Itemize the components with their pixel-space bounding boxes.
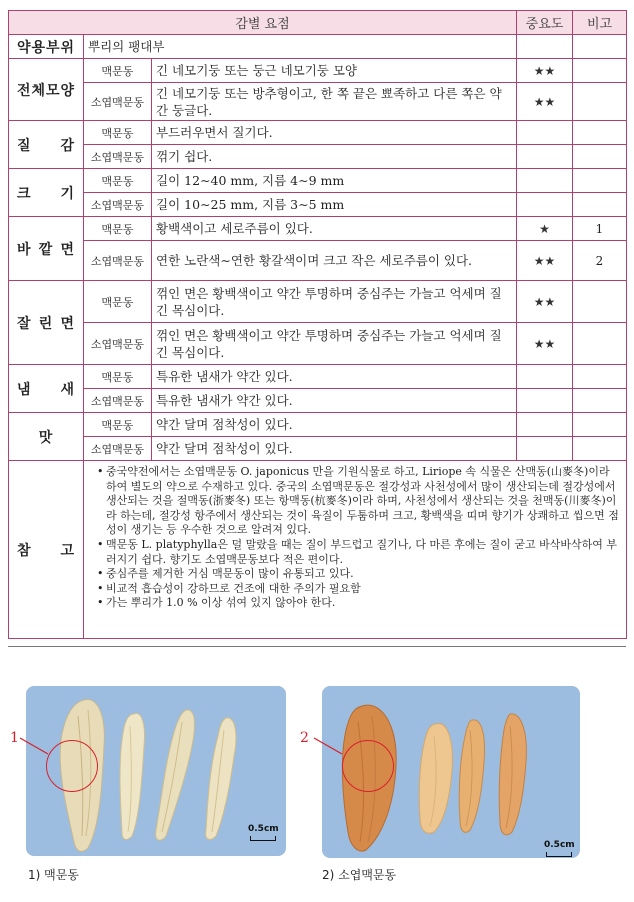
importance-stars xyxy=(517,389,573,413)
plant-name: 소엽맥문동 xyxy=(84,323,152,365)
plant-name: 소엽맥문동 xyxy=(84,83,152,121)
scale-label: 0.5cm xyxy=(248,824,279,834)
plant-name: 소엽맥문동 xyxy=(84,145,152,169)
plant-name: 소엽맥문동 xyxy=(84,389,152,413)
category-part: 약용부위 xyxy=(9,35,84,59)
remark xyxy=(573,145,627,169)
importance-stars: ★ xyxy=(517,217,573,241)
importance-stars xyxy=(517,437,573,461)
figure-caption: 1) 맥문동 xyxy=(28,868,79,882)
part-value: 뿌리의 팽대부 xyxy=(84,35,517,59)
figure-marker: 1 xyxy=(10,730,19,746)
category-reference: 참 고 xyxy=(9,461,84,639)
remark xyxy=(573,365,627,389)
reference-item: • 중심주를 제거한 거심 맥문동이 많이 유통되고 있다. xyxy=(106,567,620,582)
plant-name: 맥문동 xyxy=(84,413,152,437)
description: 약간 달며 점착성이 있다. xyxy=(152,413,517,437)
scale-bar xyxy=(250,836,276,841)
reference-notes xyxy=(84,461,627,639)
remark xyxy=(573,323,627,365)
importance-stars: ★★ xyxy=(517,323,573,365)
remark xyxy=(573,281,627,323)
importance-stars xyxy=(517,121,573,145)
photo-soyeop-maekmundong xyxy=(322,686,580,858)
plant-name: 소엽맥문동 xyxy=(84,241,152,281)
reference-item: • 맥문동 L. platyphylla은 덜 말랐을 때는 질이 부드럽고 질기나, 다 마른 후에는 질이 굳고 바삭바삭하여 부러지기 쉽다. 향기도 소엽맥문동보다 적은 편이다. xyxy=(106,538,620,567)
plant-name: 맥문동 xyxy=(84,121,152,145)
description: 길이 10∼25 mm, 지름 3∼5 mm xyxy=(152,193,517,217)
scale-bar xyxy=(546,852,572,857)
category-shape: 전체모양 xyxy=(9,59,84,121)
reference-item: • 가는 뿌리가 1.0 % 이상 섞여 있지 않아야 한다. xyxy=(106,596,620,611)
importance-stars: ★★ xyxy=(517,83,573,121)
figure-caption: 2) 소엽맥문동 xyxy=(322,868,397,882)
plant-name: 소엽맥문동 xyxy=(84,193,152,217)
description: 연한 노란색∼연한 황갈색이며 크고 작은 세로주름이 있다. xyxy=(152,241,517,281)
description: 황백색이고 세로주름이 있다. xyxy=(152,217,517,241)
remark xyxy=(573,413,627,437)
plant-name: 소엽맥문동 xyxy=(84,437,152,461)
remark xyxy=(573,121,627,145)
category-smell: 냄 새 xyxy=(9,365,84,413)
description: 꺾기 쉽다. xyxy=(152,145,517,169)
importance-stars xyxy=(517,145,573,169)
scale-label: 0.5cm xyxy=(544,840,575,850)
description: 약간 달며 점착성이 있다. xyxy=(152,437,517,461)
description: 긴 네모기둥 또는 둥근 네모기둥 모양 xyxy=(152,59,517,83)
description: 부드러우면서 질기다. xyxy=(152,121,517,145)
description: 특유한 냄새가 약간 있다. xyxy=(152,365,517,389)
marker-pointer-line xyxy=(18,736,58,758)
importance-stars xyxy=(517,413,573,437)
marker-pointer-line xyxy=(312,736,352,758)
description: 길이 12∼40 mm, 지름 4∼9 mm xyxy=(152,169,517,193)
header-remarks: 비고 xyxy=(573,11,627,35)
remark xyxy=(573,389,627,413)
importance-stars xyxy=(517,193,573,217)
importance-stars xyxy=(517,169,573,193)
description: 특유한 냄새가 약간 있다. xyxy=(152,389,517,413)
plant-name: 맥문동 xyxy=(84,365,152,389)
importance-stars xyxy=(517,365,573,389)
reference-item: • 비교적 흡습성이 강하므로 건조에 대한 주의가 필요함 xyxy=(106,582,620,597)
remark: 2 xyxy=(573,241,627,281)
identification-table xyxy=(8,10,627,639)
remark xyxy=(573,59,627,83)
importance-stars: ★★ xyxy=(517,281,573,323)
section-divider xyxy=(8,646,626,647)
category-taste: 맛 xyxy=(9,413,84,461)
category-texture: 질 감 xyxy=(9,121,84,169)
plant-name: 맥문동 xyxy=(84,217,152,241)
remark xyxy=(573,193,627,217)
remark: 1 xyxy=(573,217,627,241)
remark xyxy=(573,437,627,461)
photo-maekmundong xyxy=(26,686,286,856)
remark xyxy=(573,83,627,121)
plant-name: 맥문동 xyxy=(84,169,152,193)
importance-stars: ★★ xyxy=(517,59,573,83)
figure-marker: 2 xyxy=(300,730,309,746)
header-main: 감별 요점 xyxy=(9,11,517,35)
category-size: 크 기 xyxy=(9,169,84,217)
plant-name: 맥문동 xyxy=(84,281,152,323)
plant-name: 맥문동 xyxy=(84,59,152,83)
importance-stars: ★★ xyxy=(517,241,573,281)
description: 꺾인 면은 황백색이고 약간 투명하며 중심주는 가늘고 억세며 질긴 목심이다. xyxy=(152,281,517,323)
reference-item: • 중국약전에서는 소엽맥문동 O. japonicus 만을 기원식물로 하고, Liriope 속 식물은 산맥동(山麥冬)이라하여 별도의 약으로 수재하고 있다. 중국의 소엽맥문동은 절강성과 사천성에서 많이 생산되는데 절강성에서 생산되는 것을 절맥동(浙麥冬) 또는 항맥동(杭麥冬)이라 하며, 사천성에서 생산되는 것을 천맥동(川麥冬)이라 하는데, 절강성 항주에서 생산되는 것이 육질이 두툼하며 크고, 황백색을 띠며 향기가 상쾌하고 씹으면 점성이 생기는 등 우수한 것으로 알려져 있다. xyxy=(106,465,620,538)
category-cut-surface: 잘 린 면 xyxy=(9,281,84,365)
remark xyxy=(573,169,627,193)
description: 긴 네모기둥 또는 방추형이고, 한 쪽 끝은 뾰족하고 다른 쪽은 약간 둥글다. xyxy=(152,83,517,121)
header-importance: 중요도 xyxy=(517,11,573,35)
category-surface: 바 깥 면 xyxy=(9,217,84,281)
description: 꺾인 면은 황백색이고 약간 투명하며 중심주는 가늘고 억세며 질긴 목심이다. xyxy=(152,323,517,365)
